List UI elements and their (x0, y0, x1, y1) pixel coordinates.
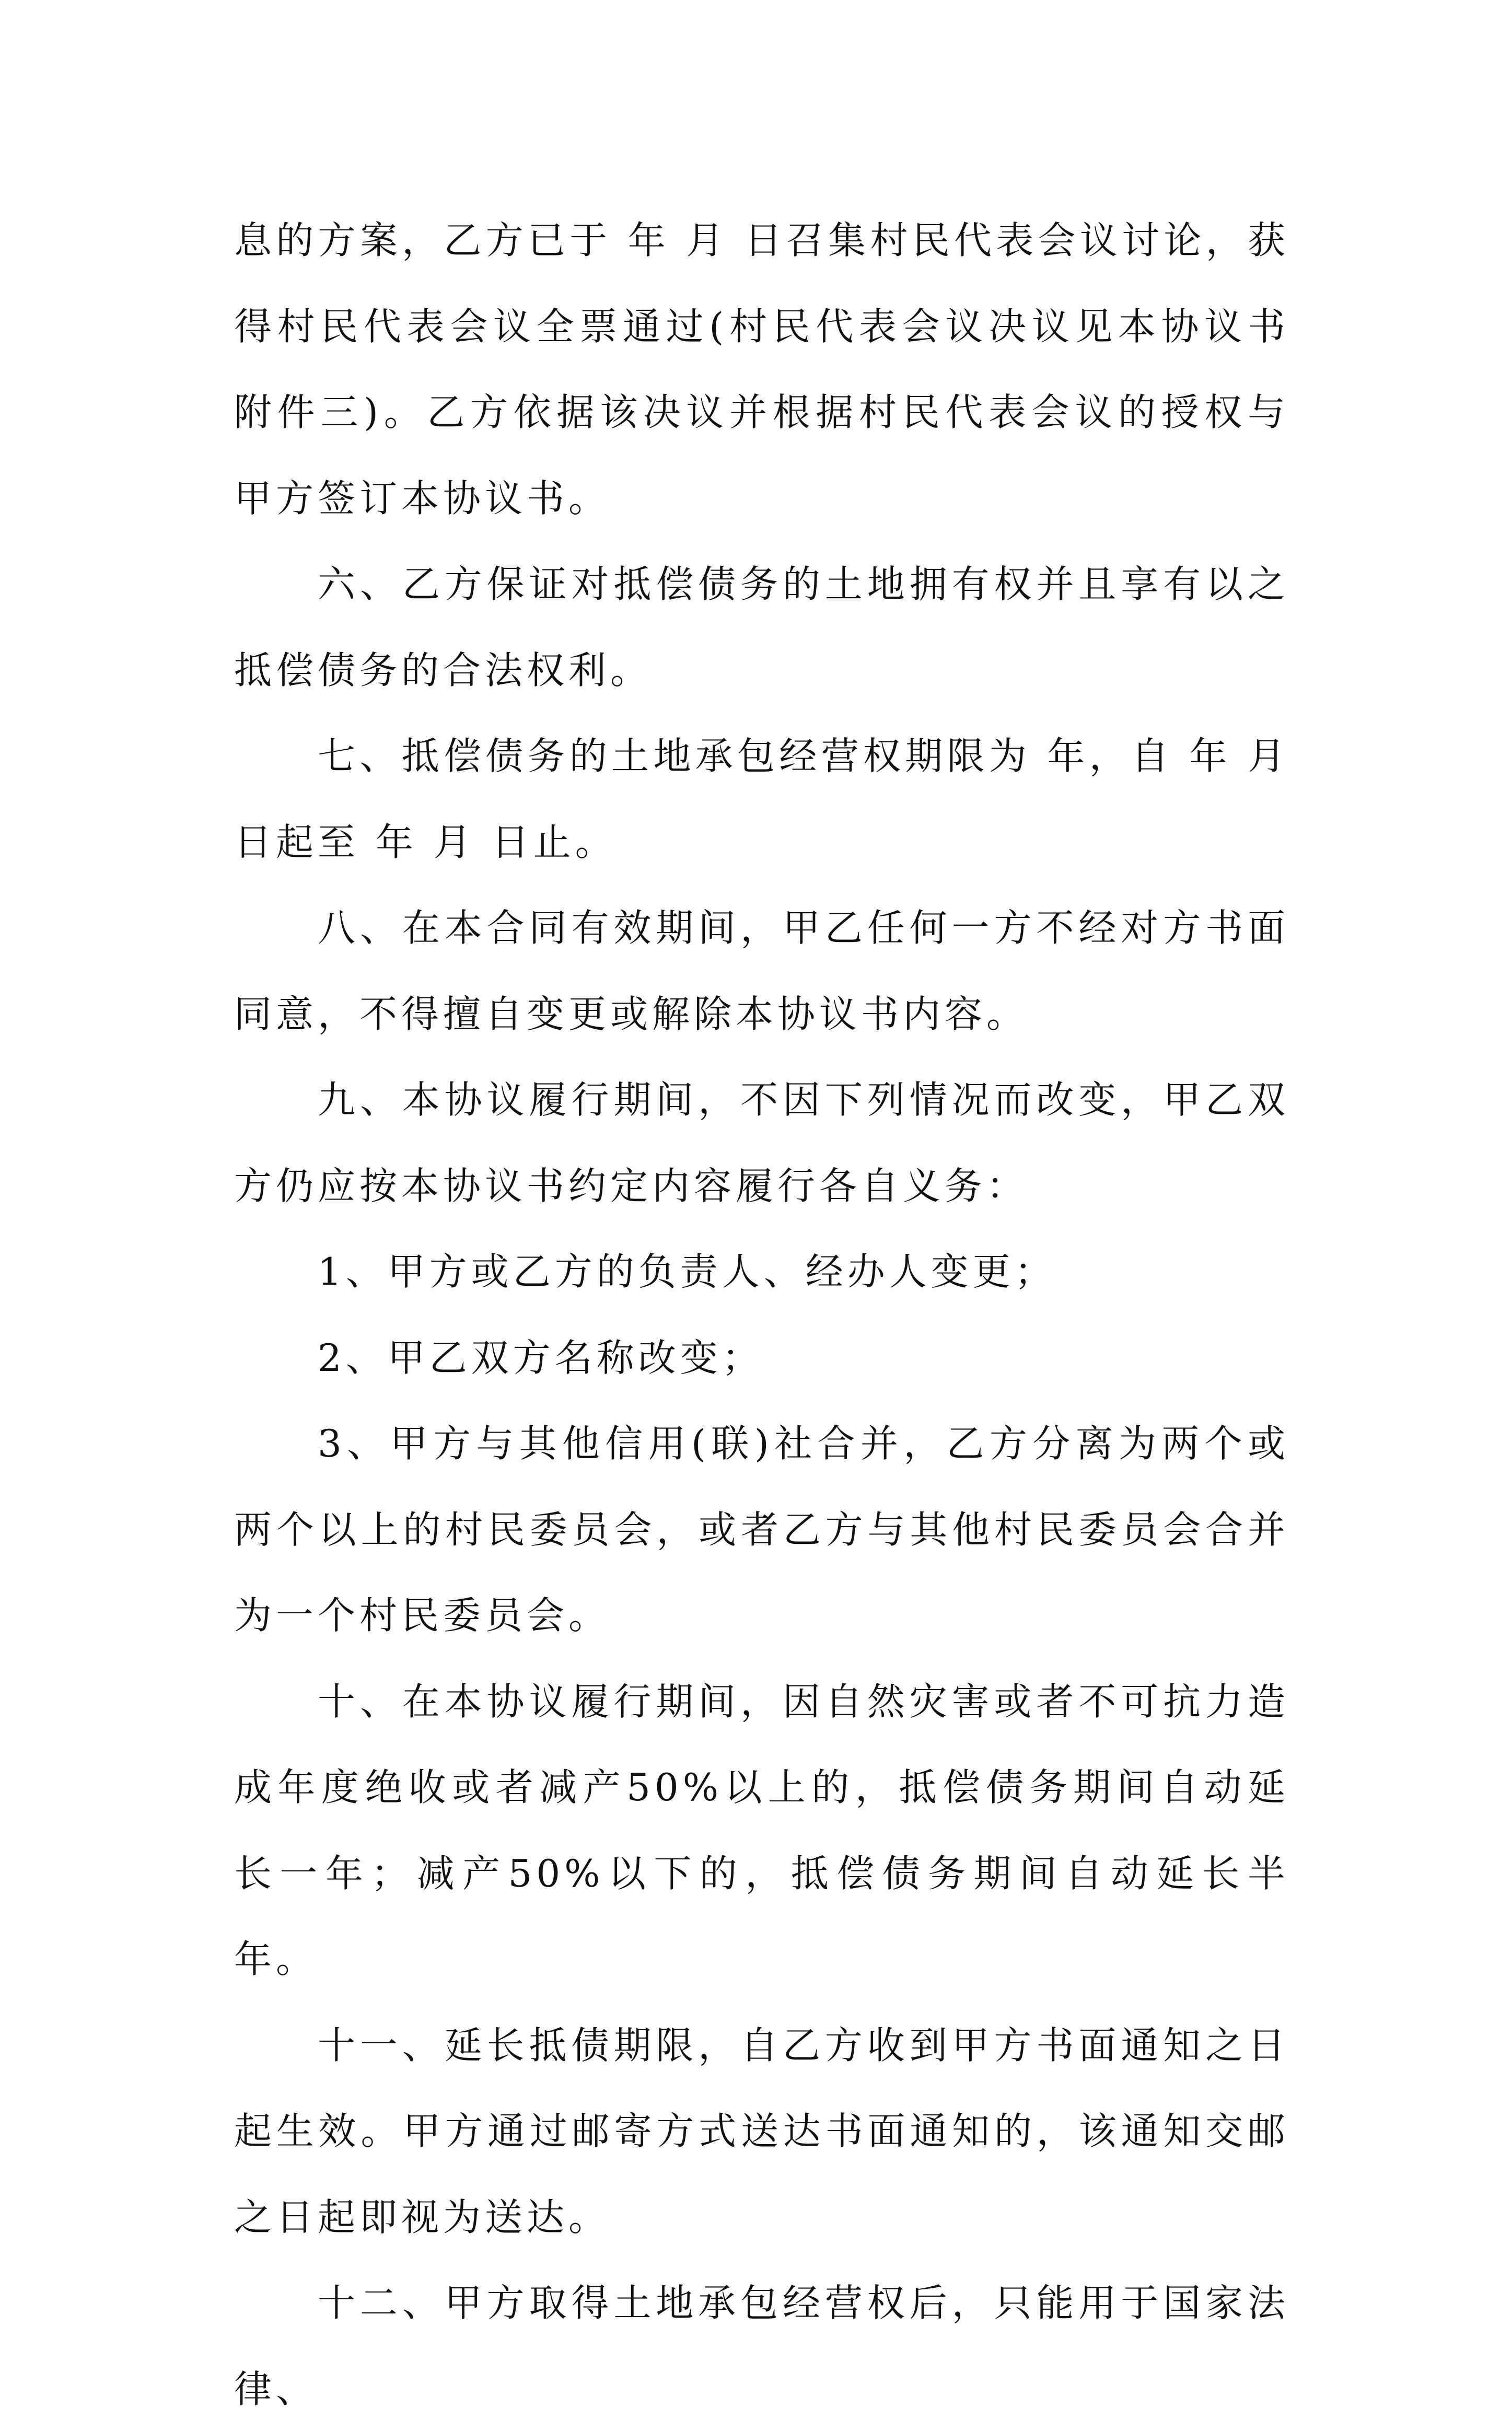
paragraph-clause-9: 九、本协议履行期间，不因下列情况而改变，甲乙双方仍应按本协议书约定内容履行各自义务： (234, 1078, 1289, 1208)
paragraph-clause-6: 六、乙方保证对抵偿债务的土地拥有权并且享有以之抵偿债务的合法权利。 (234, 562, 1289, 692)
list-item-3: 3、甲方与其他信用(联)社合并，乙方分离为两个或两个以上的村民委员会，或者乙方与其他村民委员会合并为一个村民委员会。 (234, 1422, 1289, 1637)
paragraph-clause-10: 十、在本协议履行期间，因自然灾害或者不可抗力造成年度绝收或者减产50%以上的，抵偿债务期间自动延长一年；减产50%以下的，抵偿债务期间自动延长半年。 (234, 1679, 1289, 1981)
paragraph-scheme-continuation: 息的方案，乙方已于 年 月 日召集村民代表会议讨论，获得村民代表会议全票通过(村民代表会议决议见本协议书附件三)。乙方依据该决议并根据村民代表会议的授权与甲方签订本协议书。 (234, 218, 1289, 520)
paragraph-clause-12: 十二、甲方取得土地承包经营权后，只能用于国家法律、 (234, 2281, 1289, 2411)
list-item-2: 2、甲乙双方名称改变； (318, 1335, 764, 1380)
list-item-1: 1、甲方或乙方的负责人、经办人变更； (318, 1250, 1056, 1294)
document-body (234, 197, 1289, 2432)
paragraph-clause-11: 十一、延长抵债期限，自乙方收到甲方书面通知之日起生效。甲方通过邮寄方式送达书面通知的，该通知交邮之日起即视为送达。 (234, 2023, 1289, 2239)
paragraph-clause-8: 八、在本合同有效期间，甲乙任何一方不经对方书面同意，不得擅自变更或解除本协议书内容。 (234, 906, 1289, 1036)
paragraph-clause-7: 七、抵偿债务的土地承包经营权期限为 年，自 年 月日起至 年 月 日止。 (234, 734, 1289, 864)
